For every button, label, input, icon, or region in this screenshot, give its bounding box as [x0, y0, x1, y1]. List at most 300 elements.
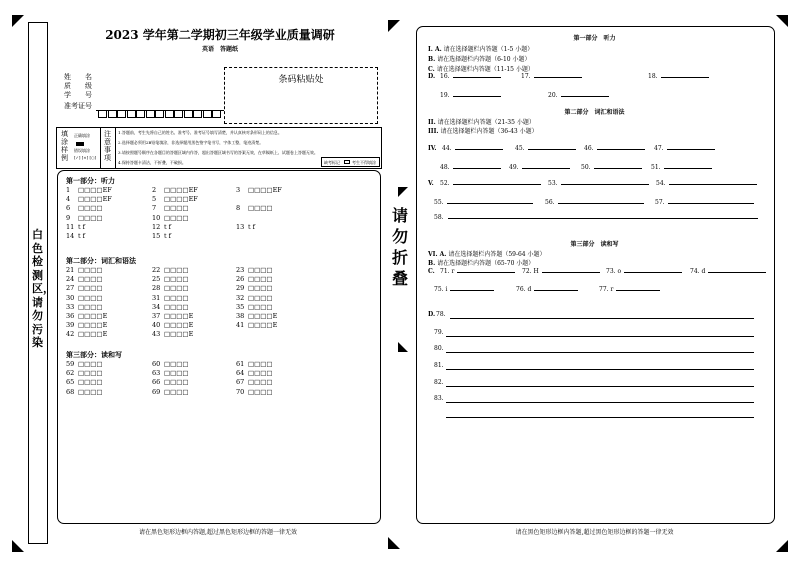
- exam-id-digit-box[interactable]: [165, 110, 174, 118]
- question-number: 4: [66, 195, 71, 204]
- question-number: 12: [152, 222, 161, 231]
- writing-line-number: 82.: [434, 379, 444, 386]
- notice-title: 注意事项: [104, 130, 111, 162]
- answer-option-row[interactable]: [152, 321, 193, 329]
- option-bubbles[interactable]: t f: [78, 232, 86, 240]
- divider: [100, 128, 101, 168]
- option-bubbles[interactable]: t f: [248, 222, 256, 231]
- option-bubbles[interactable]: □□□□: [164, 204, 189, 213]
- exam-id-digit-box[interactable]: [174, 110, 183, 118]
- blank-line[interactable]: [669, 184, 757, 185]
- writing-underline[interactable]: [446, 352, 754, 353]
- question-number: 8: [236, 204, 241, 213]
- question-number: 35: [236, 302, 245, 311]
- blank-item[interactable]: [654, 145, 715, 152]
- question-number: 32: [236, 293, 245, 302]
- blank-line[interactable]: [522, 168, 570, 169]
- exam-id-digit-box[interactable]: [155, 110, 164, 118]
- answer-option-row[interactable]: [66, 321, 107, 329]
- answer-option-row[interactable]: [236, 388, 273, 396]
- writing-underline[interactable]: [446, 336, 754, 337]
- question-number: 26: [236, 275, 245, 284]
- question-number: 43: [152, 330, 161, 339]
- question-number: 30: [66, 293, 75, 302]
- left-footer-note: 请在黑色矩形边框内答题,超过黑色矩形边框的答题一律无效: [139, 529, 297, 536]
- answer-option-row[interactable]: [152, 275, 189, 283]
- answer-option-row[interactable]: [66, 330, 107, 338]
- answer-option-row[interactable]: [152, 303, 189, 311]
- question-number: 1: [66, 186, 71, 194]
- blank-number: 75. i: [434, 286, 448, 293]
- blank-number: 50.: [581, 164, 591, 171]
- divider: [115, 128, 116, 168]
- blank-line[interactable]: [455, 149, 503, 150]
- option-bubbles[interactable]: □□□□: [78, 302, 103, 311]
- answer-option-row[interactable]: [152, 284, 189, 292]
- blank-item[interactable]: [581, 164, 642, 171]
- answer-option-row[interactable]: [152, 186, 198, 194]
- blank-item[interactable]: [440, 180, 541, 187]
- blank-item[interactable]: [440, 164, 501, 171]
- blank-line[interactable]: [453, 77, 501, 78]
- blank-line[interactable]: [534, 290, 578, 291]
- option-bubbles[interactable]: □□□□: [164, 293, 189, 302]
- exam-id-digit-box[interactable]: [184, 110, 193, 118]
- question-number: 23: [236, 266, 245, 274]
- option-bubbles[interactable]: □□□□E: [164, 330, 194, 339]
- answer-option-row[interactable]: [236, 284, 273, 292]
- blank-item[interactable]: [599, 286, 660, 293]
- answer-option-row[interactable]: [152, 369, 189, 377]
- blank-item[interactable]: [690, 268, 766, 275]
- blank-line[interactable]: [542, 272, 600, 273]
- option-bubbles[interactable]: □□□□E: [78, 330, 108, 339]
- notice-item-1: 1.答题前，考生先将自己的姓名、准考号、准考证号填写清楚，并认真核对条形码上的信息。: [118, 130, 282, 135]
- blank-item[interactable]: [515, 145, 576, 152]
- blank-number: 51.: [651, 164, 661, 171]
- question-number: 67: [236, 378, 245, 387]
- fill-wrong-marks: [✓] [×] [○]: [74, 155, 97, 160]
- question-number: 13: [236, 222, 245, 231]
- answer-option-row[interactable]: [66, 388, 103, 396]
- blank-item[interactable]: [521, 73, 582, 80]
- option-bubbles[interactable]: □□□□: [164, 275, 189, 284]
- fill-correct-mark: [76, 142, 84, 146]
- option-bubbles[interactable]: t f: [164, 232, 172, 240]
- question-number: 7: [152, 204, 157, 213]
- blank-number: 55.: [434, 199, 444, 206]
- exam-id-digit-box[interactable]: [193, 110, 202, 118]
- answer-option-row[interactable]: [236, 312, 277, 320]
- absent-mark-box: [321, 157, 380, 167]
- answer-option-row[interactable]: [66, 312, 107, 320]
- corner-mark-tr: [776, 15, 788, 27]
- option-bubbles[interactable]: □□□□EF: [248, 186, 282, 194]
- blank-item[interactable]: [545, 199, 644, 206]
- writing-line-number: 78.: [436, 311, 446, 318]
- option-bubbles[interactable]: □□□□: [164, 302, 189, 311]
- option-bubbles[interactable]: □□□□: [164, 387, 189, 396]
- option-bubbles[interactable]: □□□□: [164, 360, 189, 368]
- part2-line-III: III. 请在选择题栏内答题（36-43 小题）: [428, 128, 538, 135]
- answer-option-row[interactable]: [66, 214, 103, 222]
- blank-line[interactable]: [661, 77, 709, 78]
- option-bubbles[interactable]: □□□□: [78, 213, 103, 222]
- answer-option-row[interactable]: [152, 330, 193, 338]
- option-bubbles[interactable]: □□□□: [164, 266, 189, 274]
- option-bubbles[interactable]: □□□□: [164, 213, 189, 222]
- fill-correct-label: 正确填涂: [74, 133, 90, 138]
- question-number: 38: [236, 312, 245, 320]
- blank-item[interactable]: [440, 268, 515, 275]
- option-bubbles[interactable]: □□□□E: [78, 321, 108, 330]
- page-title: 2023 学年第二学期初三年级学业质量调研: [105, 28, 335, 42]
- page-subtitle: 英语 答题纸: [201, 46, 238, 53]
- question-number: 70: [236, 387, 245, 396]
- blank-item[interactable]: [516, 286, 578, 293]
- writing-underline[interactable]: [450, 318, 754, 319]
- blank-number: 18.: [648, 73, 658, 80]
- detection-strip-text: 白色检测区，请勿污染: [32, 228, 54, 349]
- blank-item[interactable]: [434, 286, 494, 293]
- blank-line[interactable]: [534, 77, 582, 78]
- question-number: 9: [66, 213, 71, 222]
- exam-id-digit-box[interactable]: [203, 110, 212, 118]
- writing-underline[interactable]: [446, 402, 754, 403]
- writing-line[interactable]: [434, 379, 444, 386]
- part3-line-B: B. 请在选择题栏内答题（65-70 小题）: [428, 260, 535, 267]
- question-number: 22: [152, 266, 161, 274]
- option-bubbles[interactable]: □□□□: [248, 204, 273, 213]
- part1-line-C: C. 请在选择题栏内答题（11-15 小题）: [428, 66, 534, 73]
- exam-id-label: 准考证号: [64, 102, 92, 110]
- blank-number: 71. r: [440, 268, 455, 275]
- blank-number: 76. d: [516, 286, 532, 293]
- blank-number: 47.: [654, 145, 664, 152]
- blank-number: 54.: [656, 180, 666, 187]
- question-number: 2: [152, 186, 157, 194]
- option-bubbles[interactable]: □□□□: [164, 284, 189, 293]
- answer-option-row[interactable]: [236, 321, 277, 329]
- option-bubbles[interactable]: □□□□: [78, 369, 103, 378]
- answer-option-row[interactable]: [236, 303, 273, 311]
- question-number: 61: [236, 360, 245, 368]
- writing-line[interactable]: [434, 395, 444, 402]
- blank-item-long[interactable]: [434, 214, 758, 221]
- answer-option-row[interactable]: [66, 284, 103, 292]
- option-bubbles[interactable]: □□□□: [78, 387, 103, 396]
- blank-number: 57.: [655, 199, 665, 206]
- answer-option-row[interactable]: [152, 378, 189, 386]
- option-bubbles[interactable]: □□□□: [248, 387, 273, 396]
- blank-number: 52.: [440, 180, 450, 187]
- option-bubbles[interactable]: □□□□: [248, 284, 273, 293]
- blank-number: 45.: [515, 145, 525, 152]
- absent-label: 缺考标记: [324, 160, 340, 165]
- blank-item[interactable]: [655, 199, 754, 206]
- blank-line[interactable]: [561, 96, 609, 97]
- option-bubbles[interactable]: □□□□EF: [78, 186, 112, 194]
- writing-line-number: 83.: [434, 395, 444, 402]
- question-number: 65: [66, 378, 75, 387]
- question-number: 62: [66, 369, 75, 378]
- blank-item[interactable]: [651, 164, 712, 171]
- blank-line[interactable]: [450, 290, 494, 291]
- question-number: 39: [66, 321, 75, 330]
- fill-sample-box: [56, 127, 382, 169]
- question-number: 66: [152, 378, 161, 387]
- question-number: 36: [66, 312, 75, 320]
- answer-option-row[interactable]: [66, 186, 112, 194]
- blank-number: 72. H: [522, 268, 539, 275]
- writing-line[interactable]: [436, 311, 446, 318]
- writing-line[interactable]: [434, 345, 444, 352]
- answer-option-row[interactable]: [66, 232, 85, 240]
- option-bubbles[interactable]: □□□□: [78, 378, 103, 387]
- blank-item[interactable]: [606, 268, 682, 275]
- question-number: 59: [66, 360, 75, 368]
- blank-line[interactable]: [457, 272, 515, 273]
- blank-item[interactable]: [584, 145, 645, 152]
- part3-line-A: VI. A. 请在选择题栏内答题（59-64 小题）: [428, 251, 546, 258]
- question-number: 5: [152, 195, 157, 204]
- blank-number: 73. o: [606, 268, 622, 275]
- question-number: 31: [152, 293, 161, 302]
- question-number: 21: [66, 266, 75, 274]
- option-bubbles[interactable]: □□□□: [248, 293, 273, 302]
- option-bubbles[interactable]: □□□□: [78, 275, 103, 284]
- answer-option-row[interactable]: [236, 186, 282, 194]
- field-name-label: 姓 名: [64, 73, 92, 81]
- blank-line[interactable]: [453, 168, 501, 169]
- blank-line[interactable]: [624, 272, 682, 273]
- answer-option-row[interactable]: [66, 378, 103, 386]
- corner-mark-br: [776, 540, 788, 552]
- answer-option-row[interactable]: [236, 275, 273, 283]
- option-bubbles[interactable]: □□□□: [248, 266, 273, 274]
- section-title: 第三部分：读和写: [66, 350, 122, 359]
- question-number: 34: [152, 302, 161, 311]
- blank-number: 74. d: [690, 268, 706, 275]
- blank-line[interactable]: [616, 290, 660, 291]
- corner-mark-fold-bot: [388, 537, 400, 549]
- answer-option-row[interactable]: [66, 360, 103, 368]
- writing-line-number: 80.: [434, 345, 444, 352]
- blank-item[interactable]: [548, 92, 609, 99]
- part1-line-A: I. A. 请在选择题栏内答题（1-5 小题）: [428, 46, 534, 53]
- blank-item[interactable]: [434, 199, 533, 206]
- blank-item[interactable]: [522, 268, 600, 275]
- question-number: 69: [152, 387, 161, 396]
- option-bubbles[interactable]: t f: [164, 222, 172, 231]
- blank-number: 17.: [521, 73, 531, 80]
- question-number: 25: [152, 275, 161, 284]
- blank-line[interactable]: [448, 218, 758, 219]
- field-id-label: 学 号: [64, 91, 92, 99]
- objective-answer-area: [57, 170, 381, 524]
- option-bubbles[interactable]: □□□□E: [78, 312, 108, 320]
- corner-mark-fold-mid: [398, 342, 408, 352]
- option-bubbles[interactable]: □□□□: [248, 360, 273, 368]
- writing-line[interactable]: [434, 329, 444, 336]
- answer-option-row[interactable]: [152, 223, 171, 231]
- option-bubbles[interactable]: □□□□: [78, 360, 103, 368]
- answer-option-row[interactable]: [152, 195, 198, 203]
- option-bubbles[interactable]: □□□□: [164, 378, 189, 387]
- answer-option-row[interactable]: [66, 266, 103, 274]
- blank-line[interactable]: [528, 149, 576, 150]
- answer-option-row[interactable]: [66, 303, 103, 311]
- exam-id-digit-box[interactable]: [108, 110, 117, 118]
- exam-id-digit-box[interactable]: [127, 110, 136, 118]
- option-bubbles[interactable]: □□□□E: [248, 312, 278, 320]
- answer-option-row[interactable]: [152, 360, 189, 368]
- option-bubbles[interactable]: □□□□E: [248, 321, 278, 330]
- exam-id-digit-box[interactable]: [117, 110, 126, 118]
- option-bubbles[interactable]: □□□□: [248, 378, 273, 387]
- notice-item-3: 3.请按照题号顺序在各题目的答题区域内作答，超出答题区域书写的答案无效，在草稿纸上、试题卷上答题无效。: [118, 150, 318, 155]
- option-bubbles[interactable]: t f: [78, 222, 86, 231]
- blank-line[interactable]: [597, 149, 645, 150]
- answer-option-row[interactable]: [236, 360, 273, 368]
- blank-line[interactable]: [667, 149, 715, 150]
- blank-number: 77. r: [599, 286, 614, 293]
- answer-option-row[interactable]: [152, 294, 189, 302]
- answer-option-row[interactable]: [66, 204, 103, 212]
- section-title: 第二部分：词汇和语法: [66, 256, 136, 265]
- blank-item[interactable]: [656, 180, 757, 187]
- blank-number: 48.: [440, 164, 450, 171]
- option-bubbles[interactable]: □□□□: [164, 369, 189, 378]
- answer-option-row[interactable]: [66, 195, 112, 203]
- blank-line[interactable]: [561, 184, 649, 185]
- blank-line[interactable]: [708, 272, 766, 273]
- exam-id-digit-box[interactable]: [212, 110, 221, 118]
- question-number: 28: [152, 284, 161, 293]
- answer-option-row[interactable]: [152, 232, 171, 240]
- question-number: 11: [66, 222, 75, 231]
- option-bubbles[interactable]: □□□□: [248, 302, 273, 311]
- blank-line[interactable]: [558, 203, 644, 204]
- blank-item[interactable]: [548, 180, 649, 187]
- part1-line-D: D.: [428, 73, 436, 80]
- blank-line[interactable]: [453, 184, 541, 185]
- answer-option-row[interactable]: [236, 223, 255, 231]
- answer-option-row[interactable]: [236, 266, 273, 274]
- question-number: 15: [152, 232, 161, 240]
- answer-option-row[interactable]: [66, 294, 103, 302]
- blank-number: 53.: [548, 180, 558, 187]
- question-number: 41: [236, 321, 245, 330]
- blank-number: 49.: [509, 164, 519, 171]
- question-number: 37: [152, 312, 161, 320]
- question-number: 33: [66, 302, 75, 311]
- exam-id-digit-box[interactable]: [98, 110, 107, 118]
- blank-line[interactable]: [594, 168, 642, 169]
- option-bubbles[interactable]: □□□□EF: [78, 195, 112, 204]
- question-number: 27: [66, 284, 75, 293]
- option-bubbles[interactable]: □□□□EF: [164, 195, 198, 204]
- option-bubbles[interactable]: □□□□: [78, 293, 103, 302]
- writing-line[interactable]: [434, 362, 444, 369]
- barcode-area: [224, 67, 378, 124]
- writing-line-number: 79.: [434, 329, 444, 336]
- answer-option-row[interactable]: [152, 204, 189, 212]
- answer-option-row[interactable]: [152, 266, 189, 274]
- question-number: 60: [152, 360, 161, 368]
- subjective-answer-area: [416, 26, 775, 524]
- blank-line[interactable]: [453, 96, 501, 97]
- option-bubbles[interactable]: □□□□E: [164, 321, 194, 330]
- exam-id-digit-box[interactable]: [136, 110, 145, 118]
- part1-line-B: B. 请在选择题栏内答题（6-10 小题）: [428, 56, 531, 63]
- writing-underline[interactable]: [446, 417, 754, 418]
- option-bubbles[interactable]: □□□□: [78, 204, 103, 213]
- part1-title: 第一部分 听力: [573, 35, 616, 42]
- option-bubbles[interactable]: □□□□E: [164, 312, 194, 320]
- writing-underline[interactable]: [446, 386, 754, 387]
- option-bubbles[interactable]: □□□□: [248, 369, 273, 378]
- part2-line-IV: IV.: [428, 145, 437, 152]
- answer-option-row[interactable]: [236, 294, 273, 302]
- blank-item[interactable]: [440, 92, 501, 99]
- part2-title: 第二部分 词汇和语法: [564, 109, 625, 116]
- blank-line[interactable]: [447, 203, 533, 204]
- option-bubbles[interactable]: □□□□: [78, 266, 103, 274]
- answer-option-row[interactable]: [66, 223, 85, 231]
- fold-warning: 请勿折叠: [391, 206, 408, 288]
- option-bubbles[interactable]: □□□□EF: [164, 186, 198, 194]
- writing-underline[interactable]: [446, 369, 754, 370]
- part2-line-II: II. 请在选择题栏内答题（21-35 小题）: [428, 119, 535, 126]
- answer-option-row[interactable]: [152, 312, 193, 320]
- corner-mark-fold-top2: [398, 187, 408, 197]
- exam-id-digit-box[interactable]: [146, 110, 155, 118]
- question-number: 40: [152, 321, 161, 330]
- absent-note: 考生不得填涂: [352, 160, 376, 165]
- writing-line-number: 81.: [434, 362, 444, 369]
- answer-option-row[interactable]: [236, 378, 273, 386]
- blank-number: 19.: [440, 92, 450, 99]
- corner-mark-fold-top: [388, 20, 400, 32]
- answer-option-row[interactable]: [236, 369, 273, 377]
- answer-option-row[interactable]: [66, 275, 103, 283]
- blank-item[interactable]: [509, 164, 570, 171]
- blank-line[interactable]: [668, 203, 754, 204]
- corner-mark-tl: [12, 15, 24, 27]
- blank-item[interactable]: [648, 73, 709, 80]
- question-number: 10: [152, 213, 161, 222]
- notice-item-2: 2.选择题必须用2B铅笔填涂，非选择题用黑色签字笔书写，字体工整，笔迹清楚。: [118, 140, 264, 145]
- barcode-label: 条码粘贴处: [278, 75, 324, 85]
- option-bubbles[interactable]: □□□□: [78, 284, 103, 293]
- blank-line[interactable]: [664, 168, 712, 169]
- absent-checkbox[interactable]: [344, 160, 350, 164]
- blank-item[interactable]: [440, 73, 501, 80]
- answer-option-row[interactable]: [236, 204, 273, 212]
- answer-option-row[interactable]: [152, 214, 189, 222]
- question-number: 3: [236, 186, 241, 194]
- blank-number: 20.: [548, 92, 558, 99]
- section-title: 第一部分：听力: [66, 176, 115, 185]
- part3-line-D: D.: [428, 311, 436, 318]
- blank-item[interactable]: [442, 145, 503, 152]
- answer-option-row[interactable]: [66, 369, 103, 377]
- corner-mark-bl: [12, 540, 24, 552]
- option-bubbles[interactable]: □□□□: [248, 275, 273, 284]
- part2-line-V: V.: [428, 180, 434, 187]
- answer-option-row[interactable]: [152, 388, 189, 396]
